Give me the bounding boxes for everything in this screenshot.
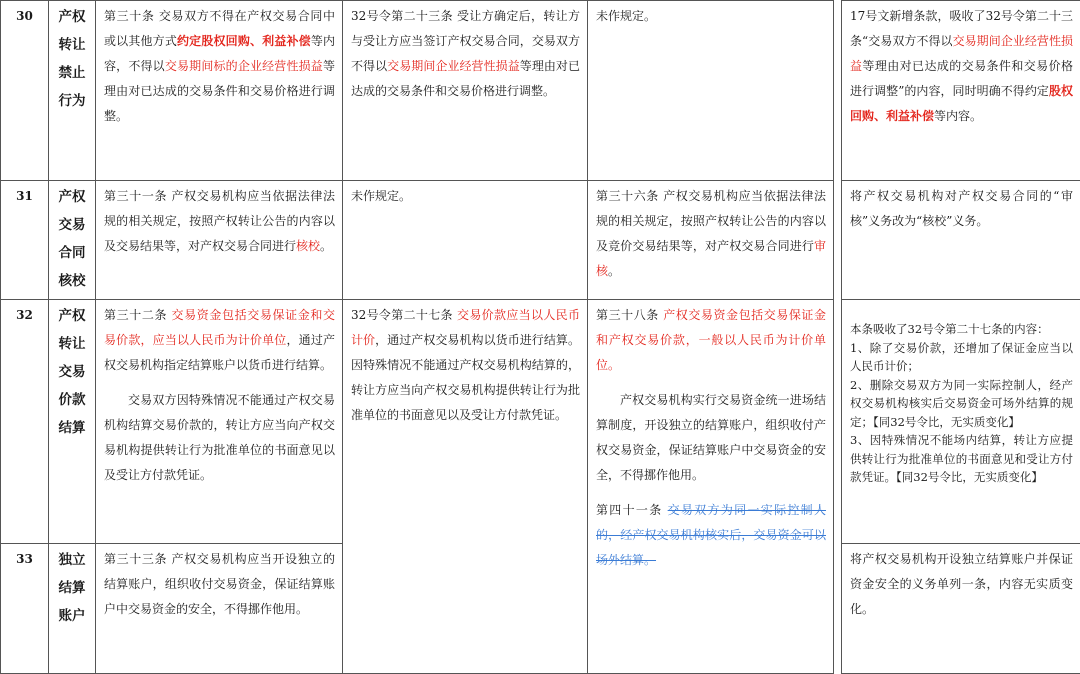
row-number: 32 (1, 300, 49, 544)
text-segment: 第三十八条 (596, 308, 663, 322)
col-order32-text (343, 300, 588, 674)
topic-line: 账户 (49, 602, 95, 630)
col-order32-text (343, 1, 588, 181)
text-segment: 等理由对已达成的交易条件和交易价格进行调整”的内容，同时明确不得约定 (850, 59, 1073, 98)
text-segment: 未作规定。 (351, 189, 411, 203)
col-notes-text: 本条吸收了32号令第二十七条的内容： 1、除了交易价款，还增加了保证金应当以人民币计价； 2、删除交易双方为同一实际控制人，经产权交易机构核实后交易资金可场外结算的规定；【同32号令比，无实质变化】 3、因特殊情况不能场内结算，转让方应提供转让行为批准单位的书面意见和受让方付款凭证。【同32号令比，无实质变化】 (842, 300, 1080, 544)
col-2017-text (96, 300, 343, 544)
text-segment: 第三十一条 产权交易机构应当依据法律法规的相关规定，按照产权转让公告的内容以及交易结果等，对产权交易合同进行 (104, 189, 335, 253)
table-row (1, 1, 1080, 181)
topic-line: 交易 (49, 211, 95, 239)
col-notes-text (842, 181, 1080, 300)
text-segment: 32号令第二十七条 (351, 308, 457, 322)
topic-line: 合同 (49, 239, 95, 267)
col-2017-text (96, 544, 343, 674)
topic-line: 产权 (49, 302, 95, 330)
topic-line: 独立 (49, 546, 95, 574)
topic-line: 禁止 (49, 59, 95, 87)
text-segment: 第三十条 交易双方不得在产权交易合同中或以其他方式 (104, 9, 335, 48)
row-topic (49, 300, 96, 544)
text-segment: 产权交易资金包括交易保证金和产权交易价款，一般以人民币为计价单位。 (596, 308, 826, 372)
topic-line: 核校 (49, 267, 95, 295)
text-segment: 交易双方因特殊情况不能通过产权交易机构结算交易价款的，转让方应当向产权交易机构提供转让行为批准单位的书面意见以及受让方付款凭证。 (104, 393, 335, 482)
row-number: 31 (1, 181, 49, 300)
table-row (1, 181, 1080, 300)
col-2017-text (96, 1, 343, 181)
text-segment: 第三十六条 产权交易机构应当依据法律法规的相关规定，按照产权转让公告的内容以及竞价交易结果等，对产权交易合同进行 (596, 189, 826, 253)
topic-line: 行为 (49, 87, 95, 115)
text-segment: 17号文新增条款，吸收了32号令第二十三条“交易双方不得以 (850, 9, 1073, 48)
text-segment: 等理由对已达成的交易条件和交易价格进行调整。 (351, 59, 580, 98)
text-segment: 第三十三条 产权交易机构应当开设独立的结算账户，组织收付交易资金，保证结算账户中交易资金的安全，不得挪作他用。 (104, 552, 335, 616)
text-segment: 。 (320, 239, 332, 253)
text-segment: 未作规定。 (596, 9, 656, 23)
text-segment: 32号令第二十三条 受让方确定后，转让方与受让方应当签订产权交易合同，交易双方不得以 (351, 9, 580, 73)
table-row (1, 300, 1080, 544)
text-segment: 将产权交易机构对产权交易合同的“审核”义务改为“核校”义务。 (850, 189, 1073, 228)
topic-line: 价款 (49, 386, 95, 414)
text-segment: 等内容。 (934, 109, 982, 123)
text-segment: ，通过产权交易机构指定结算账户以货币进行结算。 (104, 333, 335, 372)
topic-line: 结算 (49, 414, 95, 442)
row-topic (49, 181, 96, 300)
col-notes-text (842, 1, 1080, 181)
text-segment: 将产权交易机构开设独立结算账户并保证资金安全的义务单列一条，内容无实质变化。 (850, 552, 1073, 616)
text-segment: 第三十二条 (104, 308, 172, 322)
topic-line: 产权 (49, 183, 95, 211)
topic-line: 交易 (49, 358, 95, 386)
col-order32-text (343, 181, 588, 300)
text-segment: 等理由对已达成的交易条件和交易价格进行调整。 (104, 59, 335, 123)
text-segment: 交易期间标的企业经营性损益 (165, 59, 323, 73)
row-number: 33 (1, 544, 49, 674)
text-segment: 交易期间企业经营性损益 (387, 59, 520, 73)
text-segment: 核校 (296, 239, 320, 253)
row-number: 30 (1, 1, 49, 181)
text-segment: 交易双方为同一实际控制人的，经产权交易机构核实后，交易资金可以场外结算。 (596, 503, 826, 567)
text-segment: 审核 (596, 239, 826, 278)
row-topic (49, 544, 96, 674)
col-2017-text (96, 181, 343, 300)
topic-line: 转让 (49, 330, 95, 358)
col-2009-text (588, 1, 834, 181)
topic-line: 结算 (49, 574, 95, 602)
text-segment: 交易期间企业经营性损益 (850, 34, 1073, 73)
text-segment: 交易价款应当以人民币计价 (351, 308, 580, 347)
text-segment: 股权回购、利益补偿 (850, 84, 1073, 123)
text-segment: 产权交易机构实行交易资金统一进场结算制度，开设独立的结算账户，组织收付产权交易资金，保证结算账户中交易资金的安全，不得挪作他用。 (596, 393, 826, 482)
col-notes-text (842, 544, 1080, 674)
text-segment: ，通过产权交易机构以货币进行结算。因特殊情况不能通过产权交易机构结算的，转让方应当向产权交易机构提供转让行为批准单位的书面意见以及受让方付款凭证。 (351, 333, 580, 422)
text-segment: 约定股权回购、利益补偿 (177, 34, 311, 48)
text-segment: 交易资金包括交易保证金和交易价款，应当以人民币为计价单位 (104, 308, 335, 347)
col-2009-text (588, 300, 834, 674)
text-segment: 等内容，不得以 (104, 34, 335, 73)
text-segment: 。 (608, 264, 620, 278)
topic-line: 产权 (49, 3, 95, 31)
col-2009-text (588, 181, 834, 300)
topic-line: 转让 (49, 31, 95, 59)
text-segment: 第四十一条 (596, 503, 668, 517)
row-topic (49, 1, 96, 181)
